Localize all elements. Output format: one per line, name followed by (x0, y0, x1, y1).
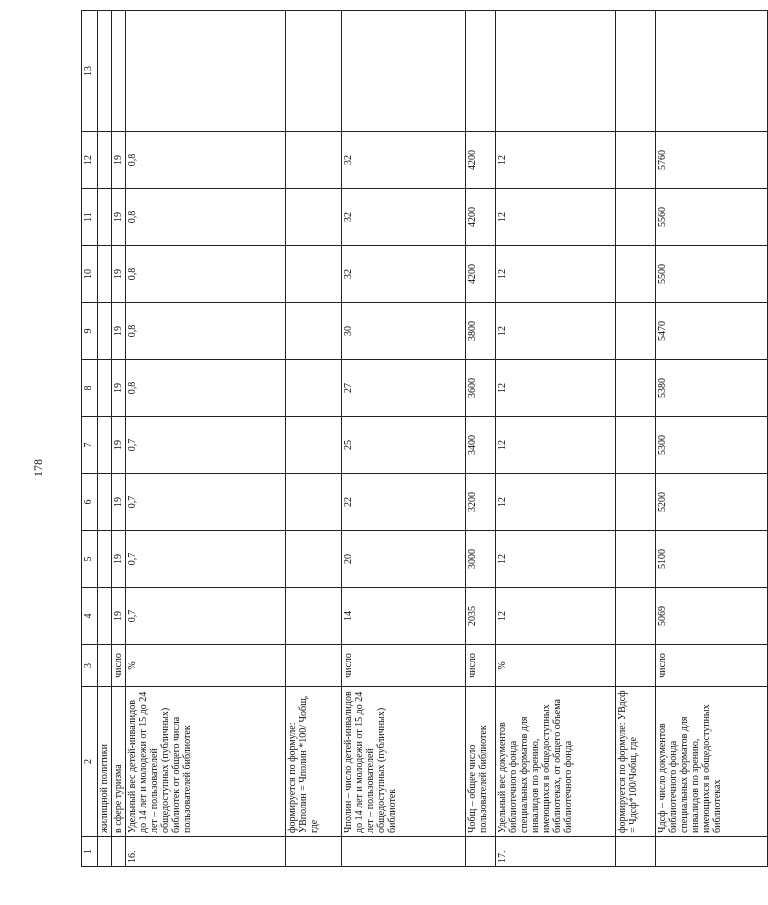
table-cell: 19 (112, 246, 126, 303)
table-cell: 19 (112, 531, 126, 588)
table-cell: Удельный вес документов библиотечного фонда специальных форматов для инвалидов по зрению, имеющихся в общедоступных библиотеках, от общего объема библиотечного фонда (496, 687, 616, 837)
table-cell (286, 417, 342, 474)
table-cell (98, 417, 112, 474)
table-cell: 19 (112, 360, 126, 417)
table-cell: 19 (112, 474, 126, 531)
table-cell: 14 (342, 588, 466, 645)
table-cell: 12 (496, 303, 616, 360)
table-cell (616, 189, 656, 246)
table-cell: число (656, 645, 768, 687)
table-cell (98, 588, 112, 645)
table-cell (98, 189, 112, 246)
table-cell (616, 645, 656, 687)
table-cell: 5760 (656, 132, 768, 189)
table-row (466, 11, 496, 867)
table-row (98, 11, 112, 867)
table-cell: 19 (112, 132, 126, 189)
table-row (616, 11, 656, 867)
table-cell (286, 303, 342, 360)
header-cell: 8 (82, 360, 98, 417)
table-cell: Чдсф – число документов библиотечного фонда специальных форматов для инвалидов по зрению, имеющихся в общедоступных библиотеках (656, 687, 768, 837)
table-cell: 19 (112, 588, 126, 645)
table-row (126, 11, 286, 867)
table-cell: 30 (342, 303, 466, 360)
table-cell: 3200 (466, 474, 496, 531)
header-cell: 4 (82, 588, 98, 645)
table-cell: формируется по формуле: УВдсф = Чдсф*100/Чобщ, где (616, 687, 656, 837)
table-cell: 5069 (656, 588, 768, 645)
table-cell (466, 11, 496, 132)
table-row (112, 11, 126, 867)
table-cell (616, 11, 656, 132)
table-cell (616, 360, 656, 417)
indicators-table (81, 10, 768, 867)
header-cell: 13 (82, 11, 98, 132)
table-cell: 3800 (466, 303, 496, 360)
table-cell (112, 837, 126, 867)
table-cell (126, 11, 286, 132)
table-cell (98, 837, 112, 867)
table-cell: 0,7 (126, 531, 286, 588)
table-cell: % (496, 645, 616, 687)
table-cell: жилищной политики (98, 687, 112, 837)
table-cell: 0,7 (126, 474, 286, 531)
header-cell: 11 (82, 189, 98, 246)
rotated-page (31, 21, 723, 867)
table-cell (616, 132, 656, 189)
header-cell: 3 (82, 645, 98, 687)
table-cell (286, 132, 342, 189)
table-cell: 0,7 (126, 588, 286, 645)
header-cell: 12 (82, 132, 98, 189)
table-cell: Удельный вес детей-инвалидов до 14 лет и молодежи от 15 до 24 лет – пользователей общедоступных (публичных) библиотек от общего числа пользователей библиотек (126, 687, 286, 837)
table-cell: 32 (342, 246, 466, 303)
table-cell: 12 (496, 531, 616, 588)
table-cell (496, 11, 616, 132)
table-row (656, 11, 768, 867)
table-row (286, 11, 342, 867)
table-cell (342, 837, 466, 867)
table-cell (656, 837, 768, 867)
table-cell: 19 (112, 417, 126, 474)
table-row (496, 11, 616, 867)
table-cell (98, 360, 112, 417)
table-cell: Чполин – число детей-инвалидов до 14 лет и молодежи от 15 до 24 лет – пользователей общедоступных (публичных) библиотек (342, 687, 466, 837)
table-cell (616, 303, 656, 360)
table-cell (286, 246, 342, 303)
table-cell (616, 588, 656, 645)
header-cell: 5 (82, 531, 98, 588)
table-cell (286, 189, 342, 246)
table-cell (616, 531, 656, 588)
table-cell: 0,7 (126, 417, 286, 474)
table-cell: 5380 (656, 360, 768, 417)
table-cell: 5300 (656, 417, 768, 474)
table-cell (98, 132, 112, 189)
table-cell (112, 11, 126, 132)
table-cell: число (112, 645, 126, 687)
table-cell: 12 (496, 189, 616, 246)
header-cell: 6 (82, 474, 98, 531)
table-cell (98, 303, 112, 360)
header-cell: 2 (82, 687, 98, 837)
header-cell: 1 (82, 837, 98, 867)
table-cell: 0,8 (126, 189, 286, 246)
table-cell (466, 837, 496, 867)
table-cell: 12 (496, 132, 616, 189)
header-row (82, 11, 98, 867)
table-cell: 0,8 (126, 303, 286, 360)
table-cell: 4200 (466, 189, 496, 246)
table-cell (342, 11, 466, 132)
header-cell: 7 (82, 417, 98, 474)
table-cell: число (466, 645, 496, 687)
table-cell: 5500 (656, 246, 768, 303)
table-cell: 5200 (656, 474, 768, 531)
table-cell: 19 (112, 303, 126, 360)
table-cell (286, 474, 342, 531)
table-cell: Чобщ – общее число пользователей библиотек (466, 687, 496, 837)
table-cell: 0,8 (126, 246, 286, 303)
table-cell: 0,8 (126, 360, 286, 417)
table-cell (98, 474, 112, 531)
table-cell: 32 (342, 189, 466, 246)
table-cell: 4200 (466, 246, 496, 303)
table-cell (286, 837, 342, 867)
table-cell (98, 246, 112, 303)
page-number: 178 (31, 459, 45, 477)
table-cell (616, 246, 656, 303)
table-cell (286, 11, 342, 132)
table-cell: в сфере туризма (112, 687, 126, 837)
table-cell: 25 (342, 417, 466, 474)
table-cell: 22 (342, 474, 466, 531)
table-cell: 32 (342, 132, 466, 189)
table-cell (98, 531, 112, 588)
table-cell (98, 11, 112, 132)
table-cell: 20 (342, 531, 466, 588)
table-cell: 12 (496, 588, 616, 645)
table-cell: 5560 (656, 189, 768, 246)
table-cell (286, 360, 342, 417)
table-cell: 16. (126, 837, 286, 867)
header-cell: 10 (82, 246, 98, 303)
table-cell: 17. (496, 837, 616, 867)
table-cell (656, 11, 768, 132)
table-cell: 2035 (466, 588, 496, 645)
table-cell (616, 474, 656, 531)
table-cell: 12 (496, 474, 616, 531)
table-cell: 3000 (466, 531, 496, 588)
table-cell: 12 (496, 246, 616, 303)
table-cell: 3600 (466, 360, 496, 417)
table-cell: 12 (496, 360, 616, 417)
table-cell (286, 531, 342, 588)
table-cell: 12 (496, 417, 616, 474)
table-cell: 27 (342, 360, 466, 417)
table-cell (286, 645, 342, 687)
table-cell: 4200 (466, 132, 496, 189)
table-cell: 19 (112, 189, 126, 246)
table-cell: число (342, 645, 466, 687)
table-cell (616, 837, 656, 867)
table-cell: 0,8 (126, 132, 286, 189)
table-cell (616, 417, 656, 474)
table-cell (98, 645, 112, 687)
table-cell: 5470 (656, 303, 768, 360)
table-cell: 5100 (656, 531, 768, 588)
table-cell: % (126, 645, 286, 687)
header-cell: 9 (82, 303, 98, 360)
table-cell: 3400 (466, 417, 496, 474)
table-body (82, 11, 768, 867)
table-cell: формируется по формуле: УВполин = Чполин *100/ Чобщ, где (286, 687, 342, 837)
table-row (342, 11, 466, 867)
table-cell (286, 588, 342, 645)
